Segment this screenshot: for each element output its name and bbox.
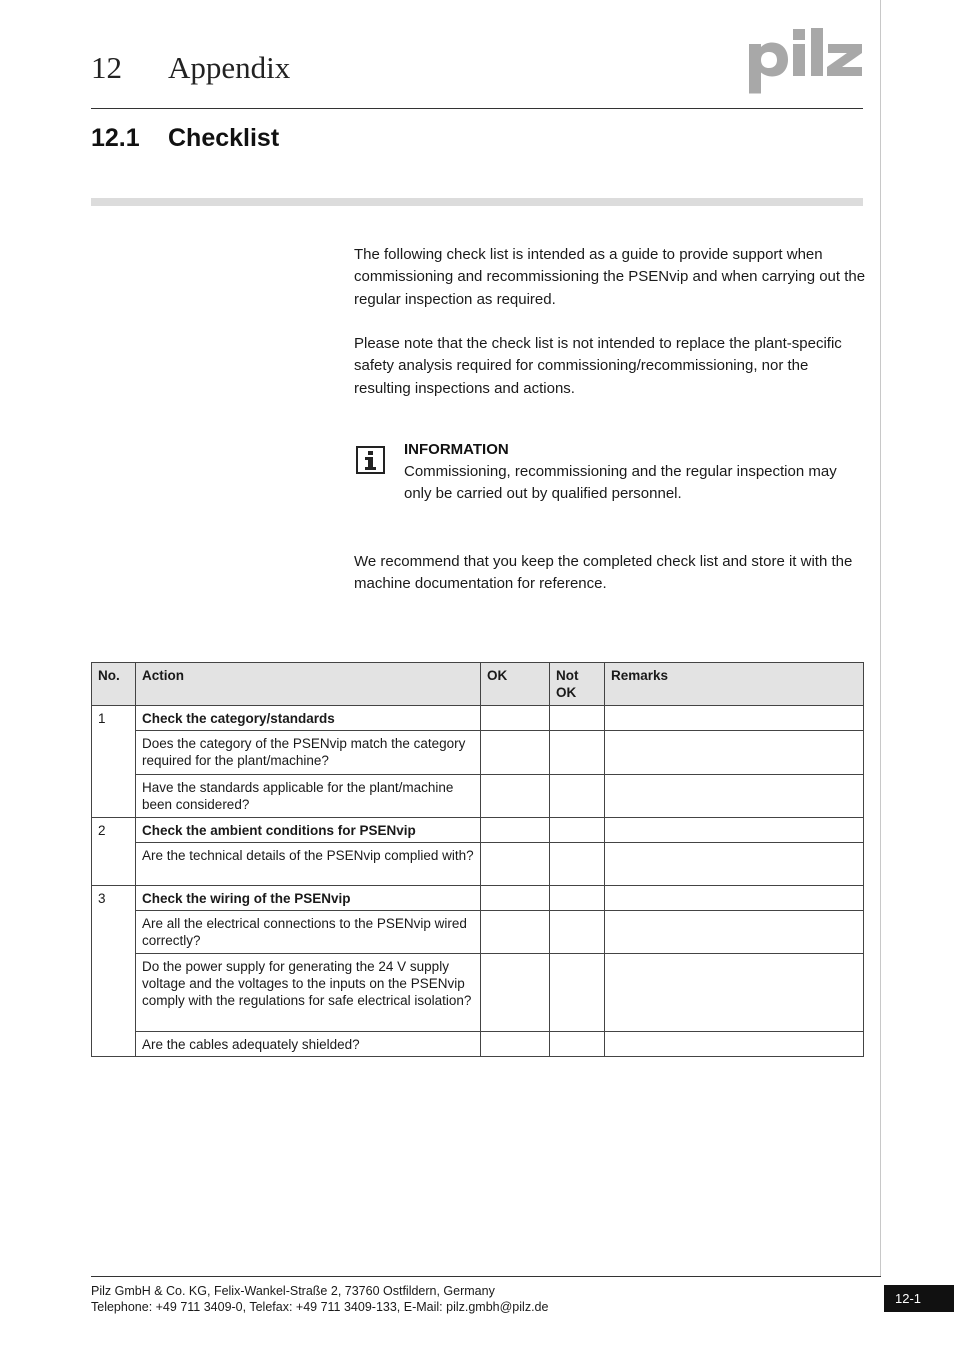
header-rule	[91, 108, 863, 109]
header-ok: OK	[481, 663, 550, 706]
header-action: Action	[136, 663, 481, 706]
footer-line-2: Telephone: +49 711 3409-0, Telefax: +49 711 3409-133, E-Mail: pilz.gmbh@pilz.de	[91, 1300, 549, 1314]
ok-cell[interactable]	[481, 843, 550, 886]
footer-rule	[91, 1276, 881, 1277]
footer-line-1: Pilz GmbH & Co. KG, Felix-Wankel-Straße 2, 73760 Ostfildern, Germany	[91, 1284, 495, 1298]
action-cell: Are all the electrical connections to the PSENvip wired correctly?	[136, 911, 481, 954]
ok-cell[interactable]	[481, 731, 550, 775]
chapter-title: Appendix	[168, 50, 291, 85]
disclaimer-paragraph: Please note that the check list is not intended to replace the plant-specific safety analysis required for commissioning/recommissioning, nor the resulting inspections and actions.	[354, 335, 842, 397]
ok-cell[interactable]	[481, 818, 550, 843]
information-title: INFORMATION	[404, 441, 509, 458]
row-number: 2	[92, 818, 136, 886]
row-number: 3	[92, 886, 136, 1057]
remarks-cell[interactable]	[605, 775, 864, 818]
intro-paragraph: The following check list is intended as a guide to provide support when commissioning and recommissioning the PSENvip and when carrying out the regular inspection as required.	[354, 246, 866, 308]
information-icon	[356, 446, 385, 474]
ok-cell[interactable]	[481, 886, 550, 911]
action-cell: Are the cables adequately shielded?	[136, 1032, 481, 1057]
not-ok-cell[interactable]	[550, 731, 605, 775]
remarks-cell[interactable]	[605, 911, 864, 954]
remarks-cell[interactable]	[605, 843, 864, 886]
ok-cell[interactable]	[481, 911, 550, 954]
not-ok-cell[interactable]	[550, 911, 605, 954]
page-number: 12-1	[884, 1285, 954, 1312]
ok-cell[interactable]	[481, 706, 550, 731]
row-number: 1	[92, 706, 136, 818]
chapter-heading	[91, 50, 290, 86]
remarks-cell[interactable]	[605, 731, 864, 775]
ok-cell[interactable]	[481, 775, 550, 818]
action-cell: Does the category of the PSENvip match the category required for the plant/machine?	[136, 731, 481, 775]
section-number: 12.1	[91, 124, 140, 152]
table-row	[92, 911, 864, 954]
table-row	[92, 775, 864, 818]
section-divider-bar	[91, 198, 863, 206]
action-cell: Are the technical details of the PSENvip complied with?	[136, 843, 481, 886]
information-text: Commissioning, recommissioning and the regular inspection may only be carried out by qualified personnel.	[404, 463, 837, 503]
header-not-ok-line1: Not	[556, 668, 579, 683]
action-cell: Do the power supply for generating the 24 V supply voltage and the voltages to the inputs on the PSENvip comply with the regulations for safe electrical isolation?	[136, 954, 481, 1032]
checklist-table	[91, 662, 864, 1057]
footer-address	[91, 1283, 548, 1315]
header-not-ok-line2: OK	[556, 685, 577, 700]
action-cell: Have the standards applicable for the plant/machine been considered?	[136, 775, 481, 818]
header-no: No.	[92, 663, 136, 706]
not-ok-cell[interactable]	[550, 1032, 605, 1057]
remarks-cell[interactable]	[605, 886, 864, 911]
group-heading: Check the category/standards	[136, 706, 481, 731]
not-ok-cell[interactable]	[550, 706, 605, 731]
section-title-text: Checklist	[168, 124, 280, 152]
table-row	[92, 843, 864, 886]
not-ok-cell[interactable]	[550, 886, 605, 911]
pilz-logo	[747, 26, 865, 94]
header-not-ok	[550, 663, 605, 706]
ok-cell[interactable]	[481, 954, 550, 1032]
not-ok-cell[interactable]	[550, 818, 605, 843]
recommendation-paragraph: We recommend that you keep the completed check list and store it with the machine documentation for reference.	[354, 553, 853, 593]
right-margin-rule	[880, 0, 881, 1276]
table-header-row	[92, 663, 864, 706]
header-remarks: Remarks	[605, 663, 864, 706]
chapter-number: 12	[91, 50, 122, 85]
table-row	[92, 954, 864, 1032]
remarks-cell[interactable]	[605, 706, 864, 731]
not-ok-cell[interactable]	[550, 843, 605, 886]
remarks-cell[interactable]	[605, 1032, 864, 1057]
group-heading: Check the wiring of the PSENvip	[136, 886, 481, 911]
remarks-cell[interactable]	[605, 954, 864, 1032]
section-title	[91, 124, 279, 153]
remarks-cell[interactable]	[605, 818, 864, 843]
group-heading: Check the ambient conditions for PSENvip	[136, 818, 481, 843]
ok-cell[interactable]	[481, 1032, 550, 1057]
table-row	[92, 706, 864, 731]
not-ok-cell[interactable]	[550, 775, 605, 818]
table-row	[92, 818, 864, 843]
table-row	[92, 1032, 864, 1057]
table-row	[92, 886, 864, 911]
table-row	[92, 731, 864, 775]
not-ok-cell[interactable]	[550, 954, 605, 1032]
